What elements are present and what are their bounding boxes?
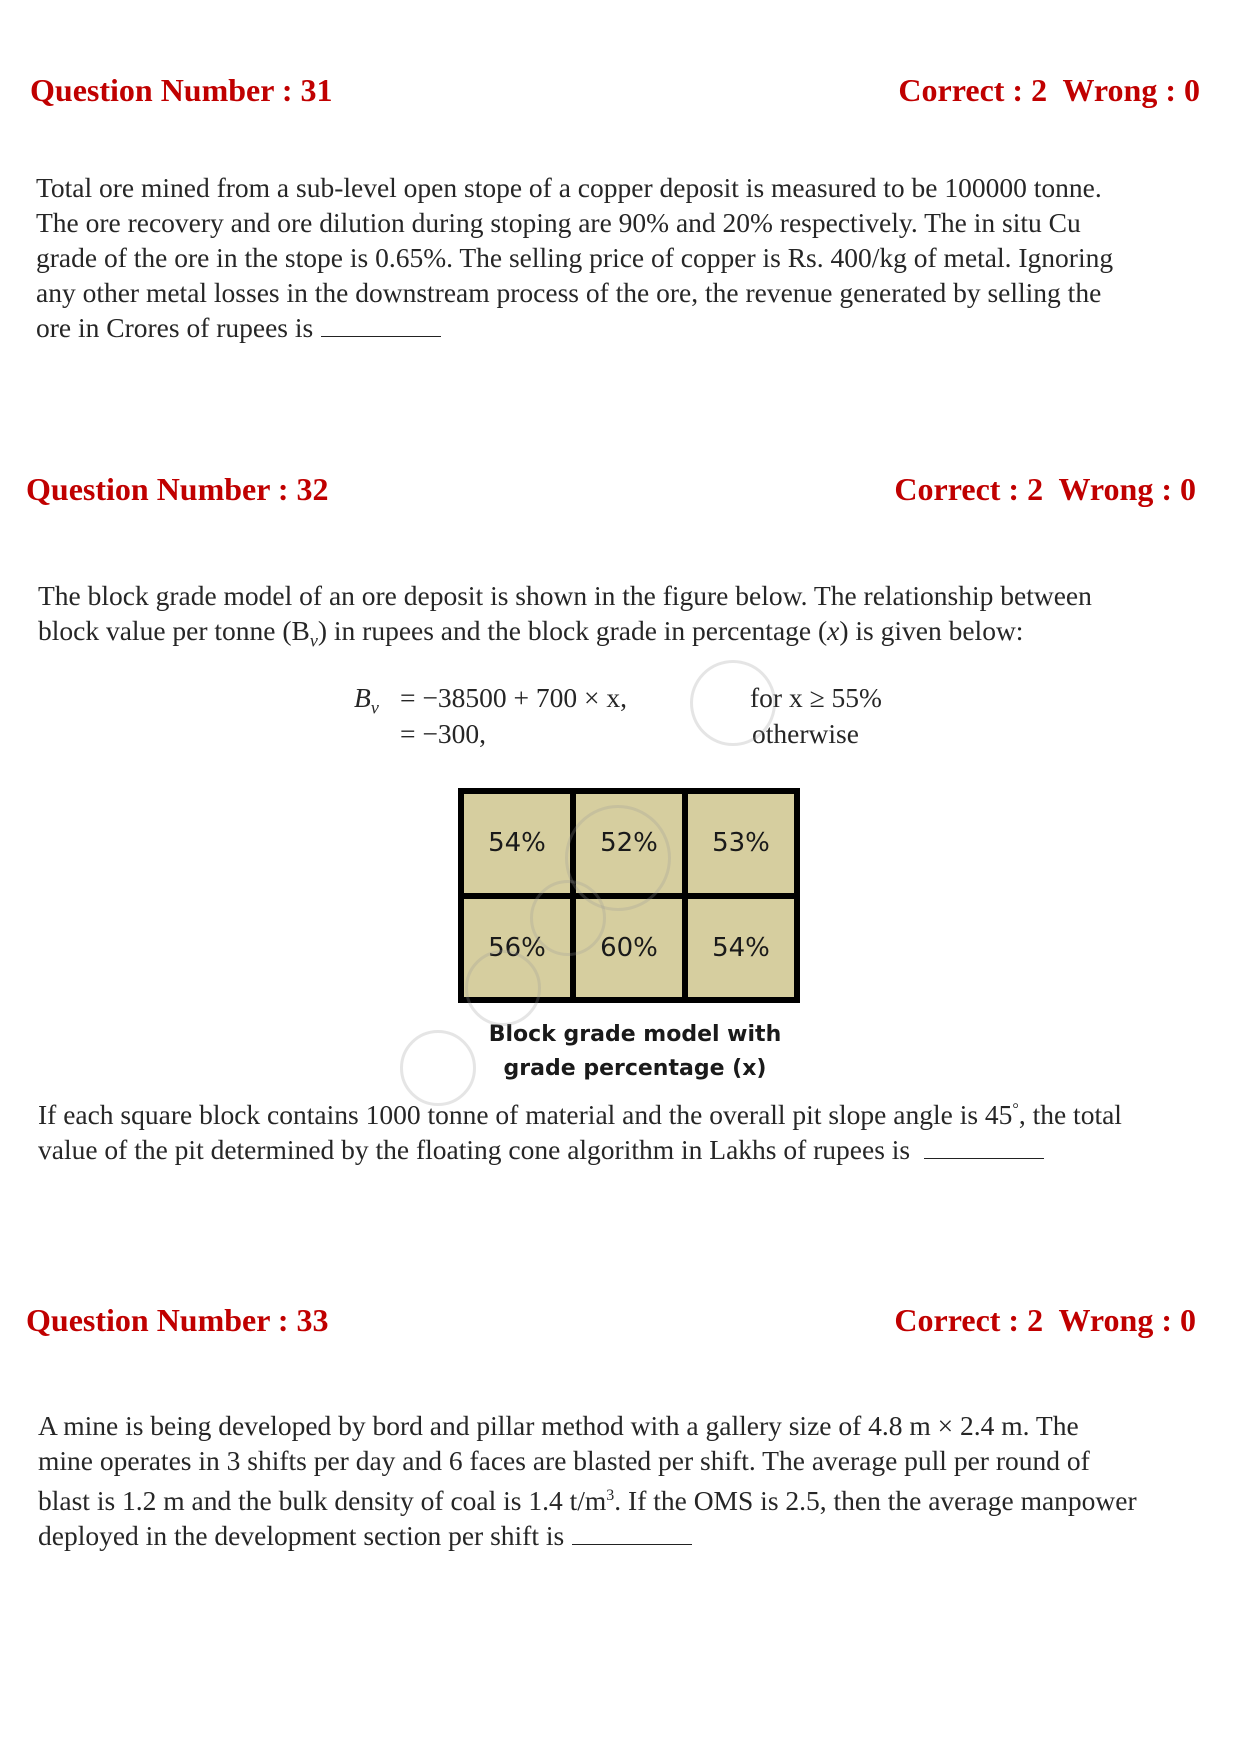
marks: Correct : 2 Wrong : 0 [894,1302,1196,1338]
block-grade-grid [458,788,800,1003]
answer-blank [572,1543,692,1545]
block-cell: 53% [688,794,794,893]
question-32-intro: The block grade model of an ore deposit is shown in the figure below. The relationship between block value per tonne $(B_v)$ in rupees and the block grade in percentage (x) is given below: [38,580,1092,651]
marks: Correct : 2 Wrong : 0 [894,471,1196,507]
question-32-header [26,471,1196,508]
block-cell: 54% [464,794,570,893]
question-number: Question Number : 32 [26,471,329,507]
block-cell: 56% [464,899,570,998]
question-number: Question Number : 31 [30,72,333,108]
question-33-text: A mine is being developed by bord and pillar method with a gallery size of 4.8 m × 2.4 m. The mine operates in 3 shifts per day and 6 faces are blasted per shift. The average pull per round of blast is 1.2 m and the bulk density of coal is 1.4 $t/m^3$. If the OMS is 2.5, then the average manpower deployed in the development section per shift is [38,1410,1137,1552]
question-32-text: If each square block contains 1000 tonne of material and the overall pit slope angle is 45°, the total value of the pit determined by the floating cone algorithm in Lakhs of rupees is [38,1099,1122,1166]
marks: Correct : 2 Wrong : 0 [898,72,1200,108]
answer-blank [321,335,441,337]
figure-caption: Block grade model with grade percentage (x) [488,1022,782,1081]
value-equation: $B_v$ = −38500 + 700 × x, for x ≥ 55% = −300, otherwise [354,682,882,749]
question-33-header [26,1302,1196,1339]
block-cell: 52% [576,794,682,893]
answer-blank [924,1157,1044,1159]
question-31-header [30,72,1200,109]
block-cell: 60% [576,899,682,998]
block-cell: 54% [688,899,794,998]
question-31-text: Total ore mined from a sub-level open stope of a copper deposit is measured to be 100000 tonne. The ore recovery and ore dilution during stoping are 90% and 20% respectively. The in situ Cu grade of the ore in the stope is 0.65%. The selling price of copper is Rs. 400/kg of metal. Ignoring any other metal losses in the downstream process of the ore, the revenue generated by selling the ore in Crores of rupees is [36,172,1114,343]
question-number: Question Number : 33 [26,1302,329,1338]
